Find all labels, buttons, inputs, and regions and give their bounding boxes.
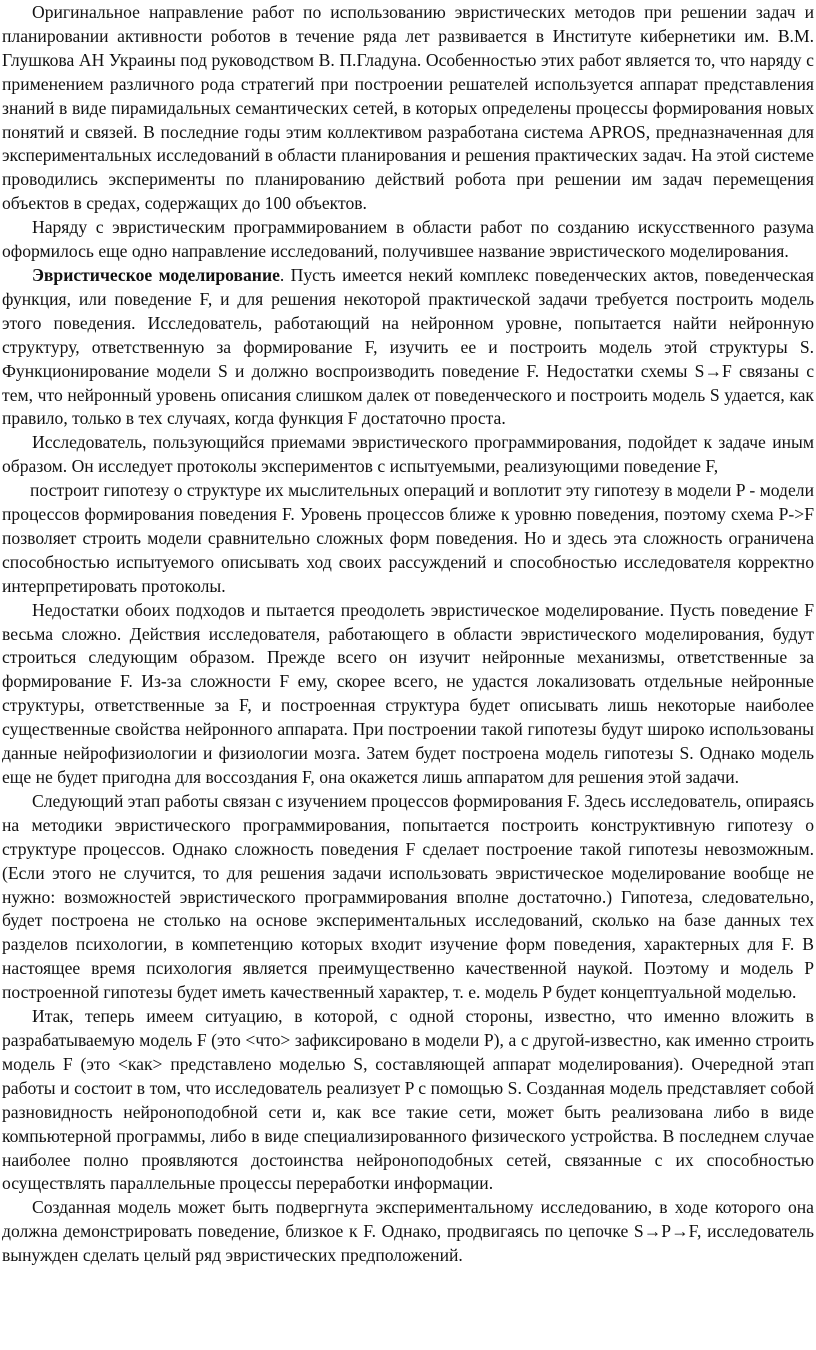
paragraph-implementation: Итак, теперь имеем ситуацию, в которой, с одной стороны, известно, что именно вложить в разрабатываемую модель F (это <что> зафиксировано в модели P), а с другой-известно, как именно строить модель F (это <как> представлено моделью S, составляющей аппарат моделирования). Очередной этап работы и состоит в том, что исследователь реализует P с помощью S. Созданная модель представляет собой разновидность нейроноподобной сети и, как все такие сети, может быть реализована либо в виде компьютерной программы, либо в виде специализированного физического устройства. В последнем случае наиболее полно проявляются достоинства нейроноподобных сетей, связанные с их способностью осуществлять параллельные процессы переработки информации.	[2, 1006, 814, 1194]
paragraph-overcoming-shortcomings: Недостатки обоих подходов и пытается преодолеть эвристическое моделирование. Пусть поведение F весьма сложно. Действия исследователя, работающего в области эвристического моделирования, будут строиться следующим образом. Прежде всего он изучит нейронные механизмы, ответственные за формирование F. Из-за сложности F ему, скорее всего, не удастся локализовать отдельные нейронные структуры, ответственные за F, и построенная структура будет описывать лишь некоторые наиболее существенные свойства нейронного аппарата. При построении такой гипотезы будут широко использованы данные нейрофизиологии и физиологии мозга. Затем будет построена модель гипотезы S. Однако модель еще не будет пригодна для воссоздания F, она окажется лишь аппаратом для решения этой задачи.	[2, 599, 814, 787]
paragraph-apros-system: Оригинальное направление работ по использованию эвристических методов при решении задач и планировании активности роботов в течение ряда лет развивается в Институте кибернетики им. В.М. Глушкова АН Украины под руководством В. П.Гладуна. Особенностью этих работ является то, что наряду с применением различного рода стратегий при построении решателей используется аппарат представления знаний в виде пирамидальных семантических сетей, в которых определены процессы формирования новых понятий и связей. В последние годы этим коллективом разработана система APROS, предназначенная для экспериментальных исследований в области планирования и решения практических задач. На этой системе проводились эксперименты по планированию действий робота при решении им задач перемещения объектов в средах, содержащих до 100 объектов.	[2, 2, 814, 214]
paragraph-text: . Пусть имеется некий комплекс поведенческих актов, поведенческая функция, или поведение F, и для решения некоторой практической задачи требуется построить модель этого поведения. Исследователь, работающий на нейронном уровне, попытается найти нейронную структуру, ответственную за формирование F, изучить ее и построить модель этой структуры S. Функционирование модели S и должно воспроизводить поведение F. Недостатки схемы S→F связаны с тем, что нейронный уровень описания слишком далек от поведенческого и построить модель S удается, как правило, только в тех случаях, когда функция F достаточно проста.	[2, 264, 814, 429]
paragraph-heuristic-modeling-definition	[2, 264, 814, 431]
paragraph-experimental-study: Созданная модель может быть подвергнута экспериментальному исследованию, в ходе которого она должна демонстрировать поведение, близкое к F. Однако, продвигаясь по цепочке S→P→F, исследователь вынужден сделать целый ряд эвристических предположений.	[2, 1197, 814, 1266]
paragraph-next-stage: Следующий этап работы связан с изучением процессов формирования F. Здесь исследователь, опираясь на методики эвристического программирования, попытается построить конструктивную гипотезу о структуре процессов. Однако сложность поведения F сделает построение такой гипотезы невозможным. (Если этого не случится, то для решения задачи использовать эвристическое моделирование вообще не нужно: возможностей эвристического программирования вполне достаточно.) Гипотеза, следовательно, будет построена не столько на основе экспериментальных исследований, сколько на базе данных тех разделов психологии, в компетенцию которых входит изучение форм поведения, характерных для F. В настоящее время психология является преимущественно качественной наукой. Поэтому и модель P построенной гипотезы будет иметь качественный характер, т. е. модель P будет концептуальной моделью.	[2, 790, 814, 1003]
term-heuristic-modeling: Эвристическое моделирование	[32, 264, 280, 285]
paragraph-heuristic-modeling-intro: Наряду с эвристическим программированием в области работ по созданию искусственного разума оформилось еще одно направление исследований, получившее название эвристического моделирования.	[2, 217, 814, 262]
paragraph-heuristic-programming-approach: Исследователь, пользующийся приемами эвристического программирования, подойдет к задаче иным образом. Он исследует протоколы экспериментов с испытуемыми, реализующими поведение F,	[2, 432, 814, 477]
paragraph-process-model: построит гипотезу о структуре их мыслительных операций и воплотит эту гипотезу в модели P - модели процессов формирования поведения F. Уровень процессов ближе к уровню поведения, поэтому схема P->F позволяет строить модели сравнительно сложных форм поведения. Но и здесь эта сложность ограничена способностью испытуемого описывать ход своих рассуждений и способностью исследователя корректно интерпретировать протоколы.	[2, 480, 814, 596]
